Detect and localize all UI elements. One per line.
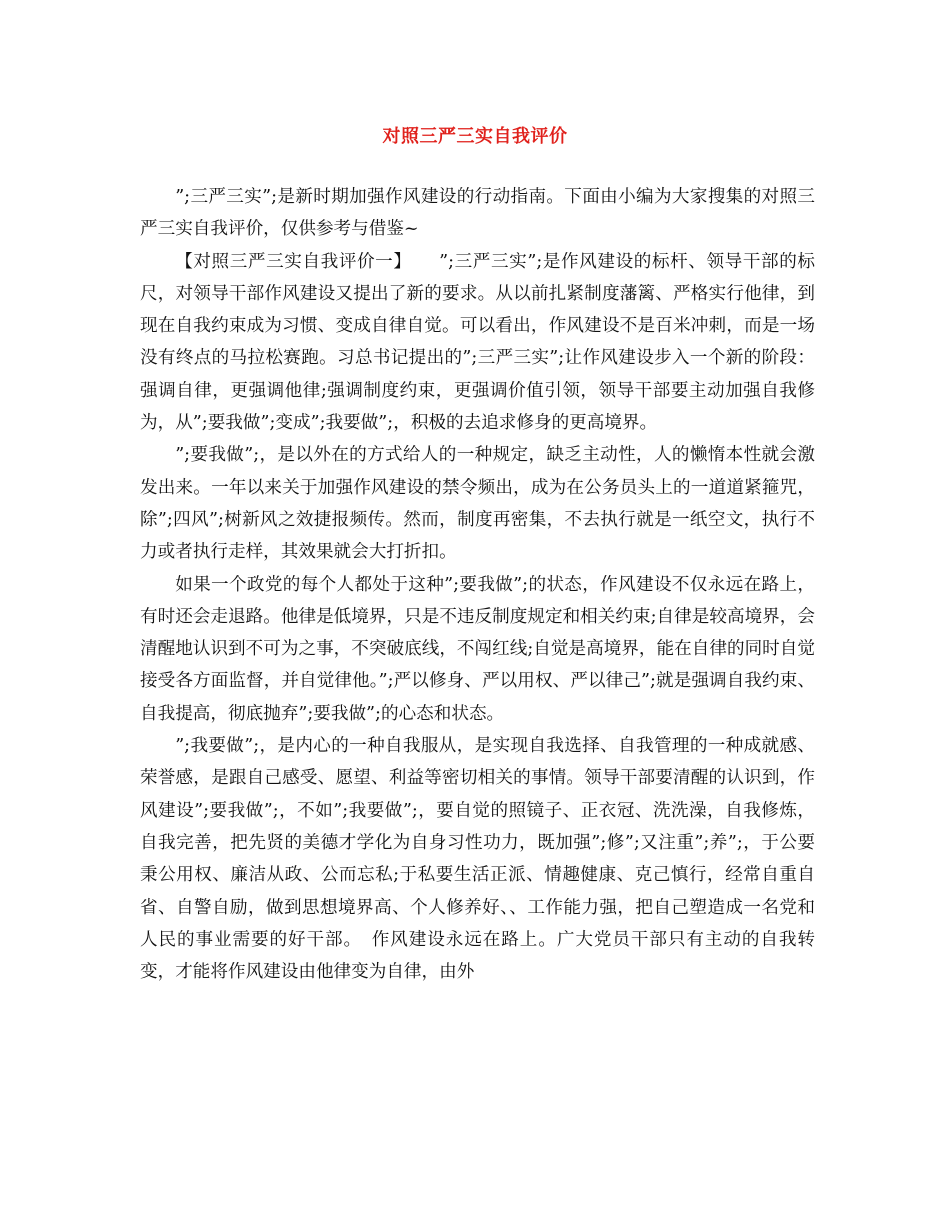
paragraph-intro: ”;三严三实”;是新时期加强作风建设的行动指南。下面由小编为大家搜集的对照三严三实自我评价，仅供参考与借鉴~ <box>140 187 815 240</box>
paragraph-wo-yao-zuo: ”;我要做”;，是内心的一种自我服从，是实现自我选择、自我管理的一种成就感、荣誉感，是跟自己感受、愿望、利益等密切相关的事情。领导干部要清醒的认识到，作风建设”;要我做”;，不如”;我要做”;，要自觉的照镜子、正衣冠、洗洗澡，自我修炼，自我完善，把先贤的美德才学化为自身习性功力，既加强”;修”;又注重”;养”;，于公要秉公用权、廉洁从政、公而忘私;于私要生活正派、情趣健康、克己慎行，经常自重自省、自警自励，做到思想境界高、个人修养好、、工作能力强，把自己塑造成一名党和人民的事业需要的好干部。 作风建设永远在路上。广大党员干部只有主动的自我转变，才能将作风建设由他律变为自律，由外 <box>140 736 815 983</box>
paragraph-yao-wo-zuo: ”;要我做”;，是以外在的方式给人的一种规定，缺乏主动性，人的懒惰本性就会激发出来。一年以来关于加强作风建设的禁令频出，成为在公务员头上的一道道紧箍咒，除”;四风”;树新风之效捷报频传。然而，制度再密集，不去执行就是一纸空文，执行不力或者执行走样，其效果就会大打折扣。 <box>140 445 815 563</box>
document-body <box>140 181 815 988</box>
paragraph-evaluation-one: 【对照三严三实自我评价一】 ”;三严三实”;是作风建设的标杆、领导干部的标尺，对领导干部作风建设又提出了新的要求。从以前扎紧制度藩篱、严格实行他律，到现在自我约束成为习惯、变成自律自觉。可以看出，作风建设不是百米冲刺，而是一场没有终点的马拉松赛跑。习总书记提出的”;三严三实”;让作风建设步入一个新的阶段：强调自律，更强调他律;强调制度约束，更强调价值引领，领导干部要主动加强自我修为，从”;要我做”;变成”;我要做”;，积极的去追求修身的更高境界。 <box>140 251 815 434</box>
document-title: 对照三严三实自我评价 <box>382 126 568 147</box>
paragraph-self-discipline: 如果一个政党的每个人都处于这种”;要我做”;的状态，作风建设不仅永远在路上，有时还会走退路。他律是低境界，只是不违反制度规定和相关约束;自律是较高境界，会清醒地认识到不可为之事，不突破底线，不闯红线;自觉是高境界，能在自律的同时自觉接受各方面监督，并自觉律他。”;严以修身、严以用权、严以律己”;就是强调自我约束、自我提高，彻底抛弃”;要我做”;的心态和状态。 <box>140 574 815 724</box>
